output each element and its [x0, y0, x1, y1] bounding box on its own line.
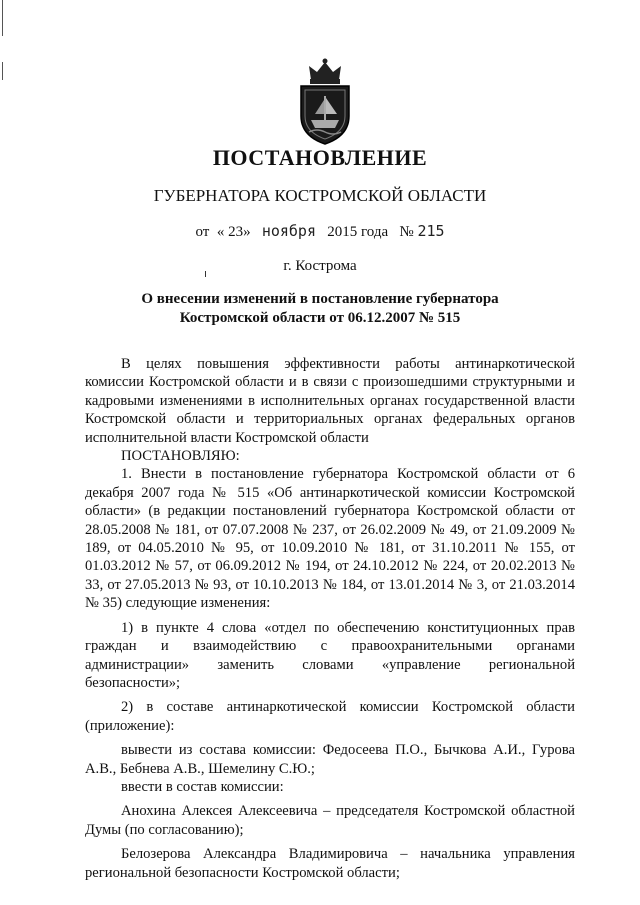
- number-label: №: [399, 224, 414, 240]
- heading-line: О внесении изменений в постановление губернатора: [141, 291, 499, 307]
- paragraph-item-1: 1. Внести в постановление губернатора Костромской области от 6 декабря 2007 года № 515 «Об антинаркотической комиссии Костромской области» (в редакции постановлений губернатора Костромской области от 28.05.2008 № 181, от 07.07.2008 № 237, от 26.02.2009 № 49, от 21.09.2009 № 189, от 04.05.2010 № 95, от 10.09.2010 № 181, от 31.10.2011 № 155, от 01.03.2012 № 57, от 06.09.2012 № 194, от 24.10.2012 № 224, от 20.02.2013 № 33, от 27.05.2013 № 93, от 10.10.2013 № 184, от 13.01.2014 № 3, от 21.03.2014 № 35) следующие изменения:: [85, 466, 575, 612]
- date-month: ноября: [261, 222, 316, 240]
- scan-edge-line: [2, 0, 3, 36]
- issuer: ГУБЕРНАТОРА КОСТРОМСКОЙ ОБЛАСТИ: [153, 186, 487, 205]
- document-type: ПОСТАНОВЛЕНИЕ: [212, 145, 428, 170]
- paragraph-resolve: ПОСТАНОВЛЯЮ:: [121, 448, 240, 465]
- paragraph-add: ввести в состав комиссии:: [121, 778, 284, 795]
- date-line: [0, 222, 640, 241]
- paragraph-remove: вывести из состава комиссии: Федосеева П.О., Бычкова А.И., Гурова А.В., Бебнева А.В., Шемелину С.Ю.;: [85, 742, 575, 777]
- paragraph-subitem-1: 1) в пункте 4 слова «отдел по обеспечению конституционных прав граждан и взаимодействию с правоохранительными органами администрации» заменить словами «управление региональной безопасности»;: [85, 619, 575, 691]
- date-prefix: от: [195, 224, 210, 240]
- date-year: 2015 года: [327, 224, 389, 240]
- paragraph-preamble: В целях повышения эффективности работы антинаркотической комиссии Костромской области и в связи с произошедшими структурными и кадровыми изменениями в исполнительных органах государственной власти Костромской области и территориальных органах федеральных органов исполнительной власти Костромской области: [85, 356, 575, 446]
- paragraph-subitem-2: 2) в составе антинаркотической комиссии Костромской области (приложение):: [85, 699, 575, 734]
- document-number: 215: [417, 222, 445, 240]
- heading-line: Костромской области от 06.12.2007 № 515: [179, 310, 461, 326]
- coat-of-arms-icon: [295, 58, 355, 146]
- scan-edge-line: [2, 62, 3, 80]
- document-body: [85, 355, 575, 882]
- date-day: « 23»: [216, 224, 251, 240]
- document-heading: [0, 290, 640, 328]
- paragraph-member-belozerov: Белозерова Александра Владимировича – начальника управления региональной безопасности Костромской области;: [85, 846, 575, 881]
- city: г. Кострома: [283, 258, 357, 274]
- paragraph-member-anokhin: Анохина Алексея Алексеевича – председателя Костромской областной Думы (по согласованию);: [85, 803, 575, 838]
